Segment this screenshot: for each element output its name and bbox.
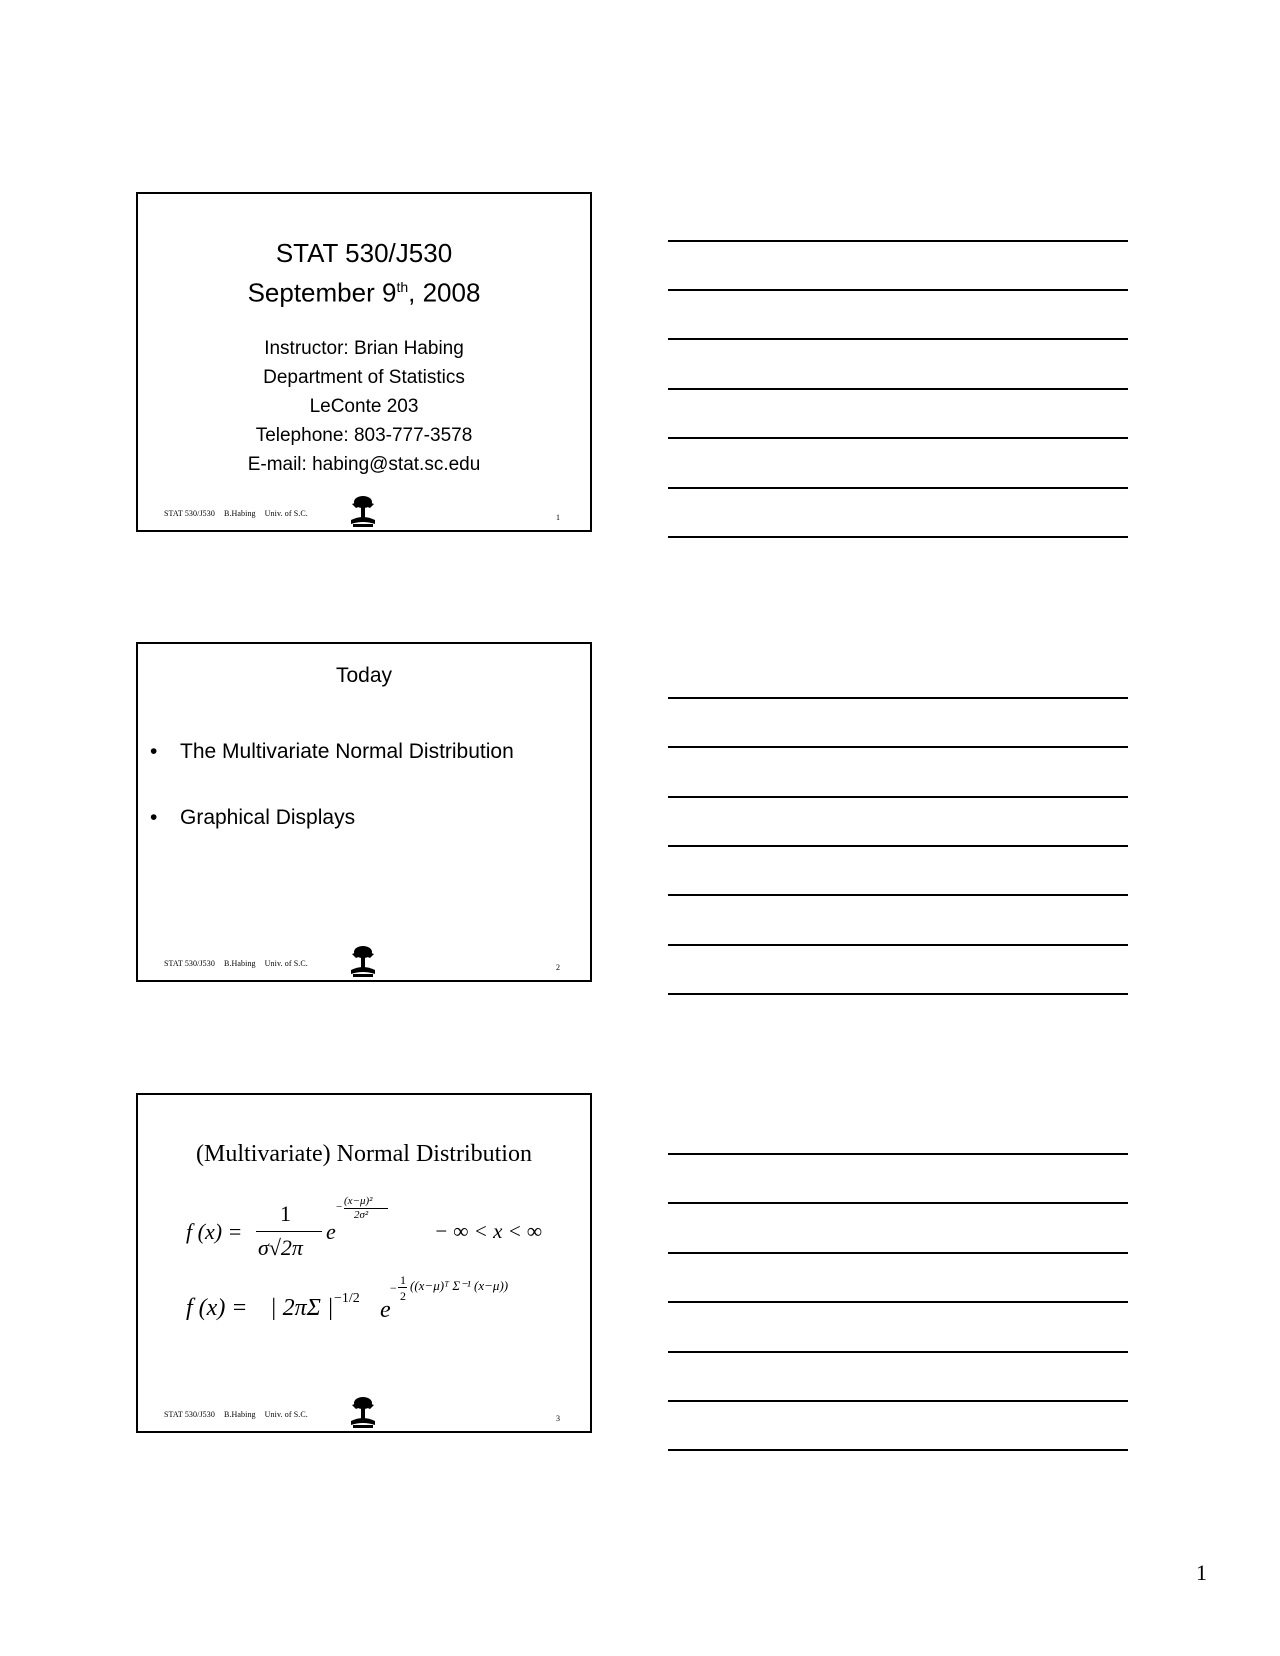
exponential-e: e [380,1297,391,1323]
note-line [668,1449,1128,1451]
slide-3 [136,1093,592,1433]
note-line [668,796,1128,798]
note-line [668,487,1128,489]
slide-number: 1 [556,513,560,522]
note-line [668,1351,1128,1353]
office: LeConte 203 [309,396,419,417]
note-line [668,536,1128,538]
note-line [668,993,1128,995]
footer-school: Univ. of S.C. [264,1410,308,1419]
exponent-sign: − [336,1201,343,1213]
instructor-name: Instructor: Brian Habing [264,338,464,359]
note-line [668,1153,1128,1155]
bullet-text: Graphical Displays [180,806,356,829]
slide-title: Today [335,664,393,687]
formula-lhs: f (x) = [186,1295,248,1321]
list-item [150,740,514,764]
exponential-e: e [326,1219,336,1244]
fraction-numerator: 1 [280,1201,291,1226]
note-line [668,697,1128,699]
footer-school: Univ. of S.C. [264,509,308,518]
list-item [150,806,514,830]
palmetto-logo-icon [348,944,378,978]
slide-number: 2 [556,963,560,972]
note-line [668,746,1128,748]
slide-2 [136,642,592,982]
note-line [668,289,1128,291]
note-line [668,1400,1128,1402]
note-line [668,845,1128,847]
page-number: 1 [1196,1560,1207,1585]
multivariate-normal-pdf-formula [186,1273,576,1333]
bullet-icon: • [150,740,158,763]
footer-course: STAT 530/J530 [164,959,215,968]
exponent-fraction-numerator: 1 [400,1273,406,1287]
determinant: | 2πΣ | [270,1295,334,1321]
slide-footer [164,1410,317,1419]
exponent-denominator: 2σ² [354,1209,369,1221]
fraction-bar [256,1231,322,1232]
slide-footer [164,509,317,518]
footer-author: B.Habing [223,959,256,968]
department: Department of Statistics [263,367,465,388]
formula-lhs: f (x) = [186,1219,243,1244]
note-line [668,338,1128,340]
palmetto-logo-icon [348,494,378,528]
domain-condition: − ∞ < x < ∞ [434,1219,543,1243]
normal-pdf-formula [186,1195,566,1265]
note-line [668,240,1128,242]
determinant-exponent: −1/2 [334,1291,360,1306]
slide-title [138,236,590,310]
course-title: STAT 530/J530 [275,238,453,268]
exponent-fraction-bar [398,1287,407,1288]
footer-school: Univ. of S.C. [264,959,308,968]
slide-title: (Multivariate) Normal Distribution [196,1141,532,1167]
note-line [668,388,1128,390]
instructor-info [138,334,590,479]
date-line: September 9th, 2008 [247,277,481,308]
note-line [668,944,1128,946]
footer-course: STAT 530/J530 [164,509,215,518]
fraction-denominator: σ√2π [258,1235,303,1260]
slide-footer [164,959,317,968]
note-line [668,437,1128,439]
footer-course: STAT 530/J530 [164,1410,215,1419]
footer-author: B.Habing [223,509,256,518]
slide-number: 3 [556,1414,560,1423]
note-line [668,894,1128,896]
exponent-numerator: (x−μ)² [344,1195,373,1207]
exponent-sign: − [390,1281,397,1295]
bullet-text: The Multivariate Normal Distribution [180,740,514,763]
note-line [668,1301,1128,1303]
note-line [668,1202,1128,1204]
footer-author: B.Habing [223,1410,256,1419]
exponent-fraction-denominator: 2 [400,1289,406,1303]
bullet-list [150,740,514,872]
bullet-icon: • [150,806,158,829]
exponent-body: ((x−μ)ᵀ Σ⁻¹ (x−μ)) [410,1278,509,1293]
slide-1 [136,192,592,532]
palmetto-logo-icon [348,1395,378,1429]
email: E-mail: habing@stat.sc.edu [247,454,481,475]
note-line [668,1252,1128,1254]
telephone: Telephone: 803-777-3578 [255,425,473,446]
